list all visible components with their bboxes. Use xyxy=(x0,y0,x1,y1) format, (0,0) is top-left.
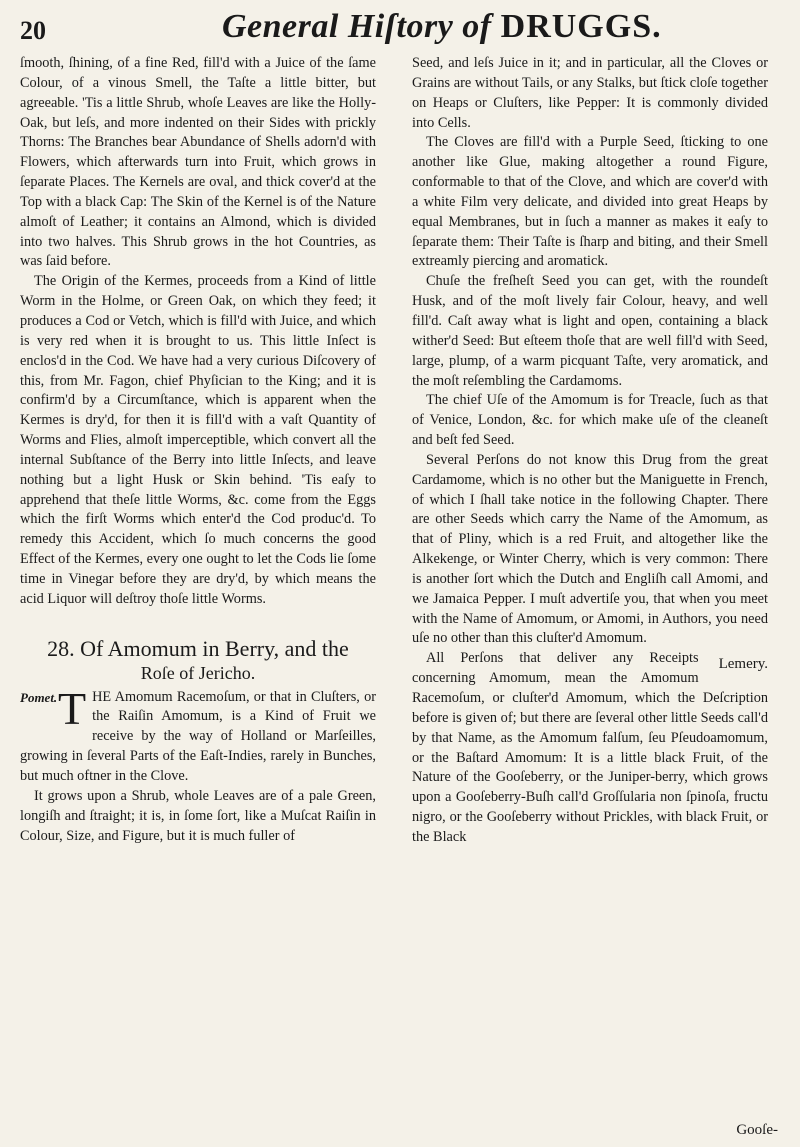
drop-cap: T xyxy=(58,682,87,734)
right-paragraph-6-text: All Perſons that deliver any Receipts concerning Amomum, mean the Amomum Racemoſum, or cluſter'd Amomum, which the Deſcription before is given of; but there are ſeveral other little Seeds call'd by that Name, as the Amomum falſum, ſeu Pſeudoamomum, or the Baſtard Amomum: It is a little black Fruit, of the Nature of the Gooſeberry, or the Juniper-berry, which grows upon a Gooſeberry-Buſh call'd Groſſularia non ſpinoſa, fructu nigro, or the Gooſeberry without Prickles, with black Fruit, or the Black xyxy=(412,650,768,845)
left-column xyxy=(20,54,376,846)
catchword: Gooſe- xyxy=(736,1122,778,1138)
margin-note-lemery: Lemery. xyxy=(718,656,768,673)
right-paragraph-3: Chuſe the freſheſt Seed you can get, with the roundeſt Husk, and of the moſt lively fair Colour, heavy, and well fill'd. Caſt away what is light and open, containing a black wither'd Seed: But eſteem thoſe that are well fill'd with Seed, large, plump, of a warm picquant Taſte, very aromatick, and the moſt reſembling the Cardamoms. xyxy=(412,273,768,389)
left-paragraph-3-text: HE Amomum Racemoſum, or that in Cluſters, or the Raiſin Amomum, is a Kind of Fruit we receive by the way of Holland or Marſeilles, growing in ſeveral Parts of the Eaſt-Indies, rarely in Bunches, but much oftner in the Clove. xyxy=(20,688,376,784)
right-paragraph-5: Several Perſons do not know this Drug from the great Cardamome, which is no other but the Maniguette in French, of which I ſhall take notice in the following Chapter. There are other Seeds which carry the Name of the Amomum, as that of Pliny, which is a red Fruit, and altogether like the Alkekenge, or Winter Cherry, which is very common: There is another ſort which the Dutch and Engliſh call Amomi, and we Jamaica Pepper. I muſt advertiſe you, that when you meet with the Name of Amomum, or Amomi, in Authors, you need uſe no other than this cluſter'd Amomum. xyxy=(412,451,768,647)
right-column xyxy=(412,54,768,848)
section-heading-line-1: 28. Of Amomum in Berry, and the xyxy=(47,635,349,661)
page-number: 20 xyxy=(20,16,46,45)
page-header xyxy=(0,8,800,54)
left-paragraph-3: Pomet. T HE Amomum Racemoſum, or that in Cluſters, or the Raiſin Amomum, is a Kind of Fruit we receive by the way of Holland or Marſeilles, growing in ſeveral Parts of the Eaſt-Indies, rarely in Bunches, but much oftner in the Clove. xyxy=(20,682,376,784)
left-paragraph-4: It grows upon a Shrub, whole Leaves are of a pale Green, longiſh and ſtraight; it is, in ſome ſort, like a Muſcat Raiſin in Colour, Size, and Figure, but it is much fuller of xyxy=(20,787,376,844)
right-paragraph-6 xyxy=(412,649,768,847)
left-paragraph-2: The Origin of the Kermes, proceeds from a Kind of little Worm in the Holme, or Green Oak, on which they feed; it produces a Cod or Vetch, which is fill'd with Juice, and which is very red when it is brought to us. This little Inſect is enclos'd in the Cod. We have had a very curious Diſcovery of this, from Mr. Fagon, chief Phyſician to the King; and it is confirm'd by a Circumſtance, which is apparent when the Kermes is dry'd, for then it is fill'd with a vaſt Quantity of Worms and Flies, almoſt imperceptible, which convert all the internal Subſtance of the Berry into little Inſects, and leave nothing but a light Husk or Skin behind. 'Tis eaſy to apprehend that theſe little Worms, &c. come from the Eggs which the firſt Worms which enter'd the Cod produc'd. To remedy this Accident, which ſo much concerns the good Effect of the Kermes, every one ought to let the Cods lie ſome time in Vinegar before they are dry'd, by which means the acid Liquor will deſtroy thoſe little Worms. xyxy=(20,273,376,607)
running-title-caps: DRUGGS. xyxy=(500,8,662,45)
running-title xyxy=(222,8,662,46)
section-heading-line-2: Roſe of Jericho. xyxy=(140,662,256,683)
right-paragraph-1: Seed, and leſs Juice in it; and in particular, all the Cloves or Grains are without Tails, or any Stalks, but ſtick cloſe together on Heaps or Cluſters, like Pepper: It is commonly divided into Cells. xyxy=(412,55,768,131)
right-paragraph-4: The chief Uſe of the Amomum is for Treacle, ſuch as that of Venice, London, &c. for which make uſe of the cleaneſt and beſt fed Seed. xyxy=(412,392,768,449)
left-paragraph-1: ſmooth, ſhining, of a fine Red, fill'd with a Juice of the ſame Colour, of a vinous Smell, the Taſte a little bitter, but agreeable. 'Tis a little Shrub, whoſe Leaves are like the Holly-Oak, but leſs, and more indented on their Sides with prickly Thorns: The Branches bear Abundance of Shells adorn'd with Flowers, which afterwards turn into Fruit, which grows in ſeparate Places. The Kernels are oval, and thick cover'd at the Top with a black Cap: The Skin of the Kernel is of the Nature almoſt of Leather; it contains an Almond, which is divided into two halves. This Shrub grows in the hot Countries, as was ſaid before. xyxy=(20,55,376,270)
section-heading xyxy=(20,636,376,684)
right-paragraph-2: The Cloves are fill'd with a Purple Seed, ſticking to one another like Glue, making altogether a round Figure, conformable to that of the Clove, and which are cover'd with a white Film very delicate, and divided into great Heaps by equal Membranes, but in ſuch a manner as makes it eaſy to ſeparate them: Their Taſte is ſharp and biting, and their Smell extreamly piercing and aromatick. xyxy=(412,134,768,270)
running-title-italic: General Hiſtory of xyxy=(222,8,492,45)
